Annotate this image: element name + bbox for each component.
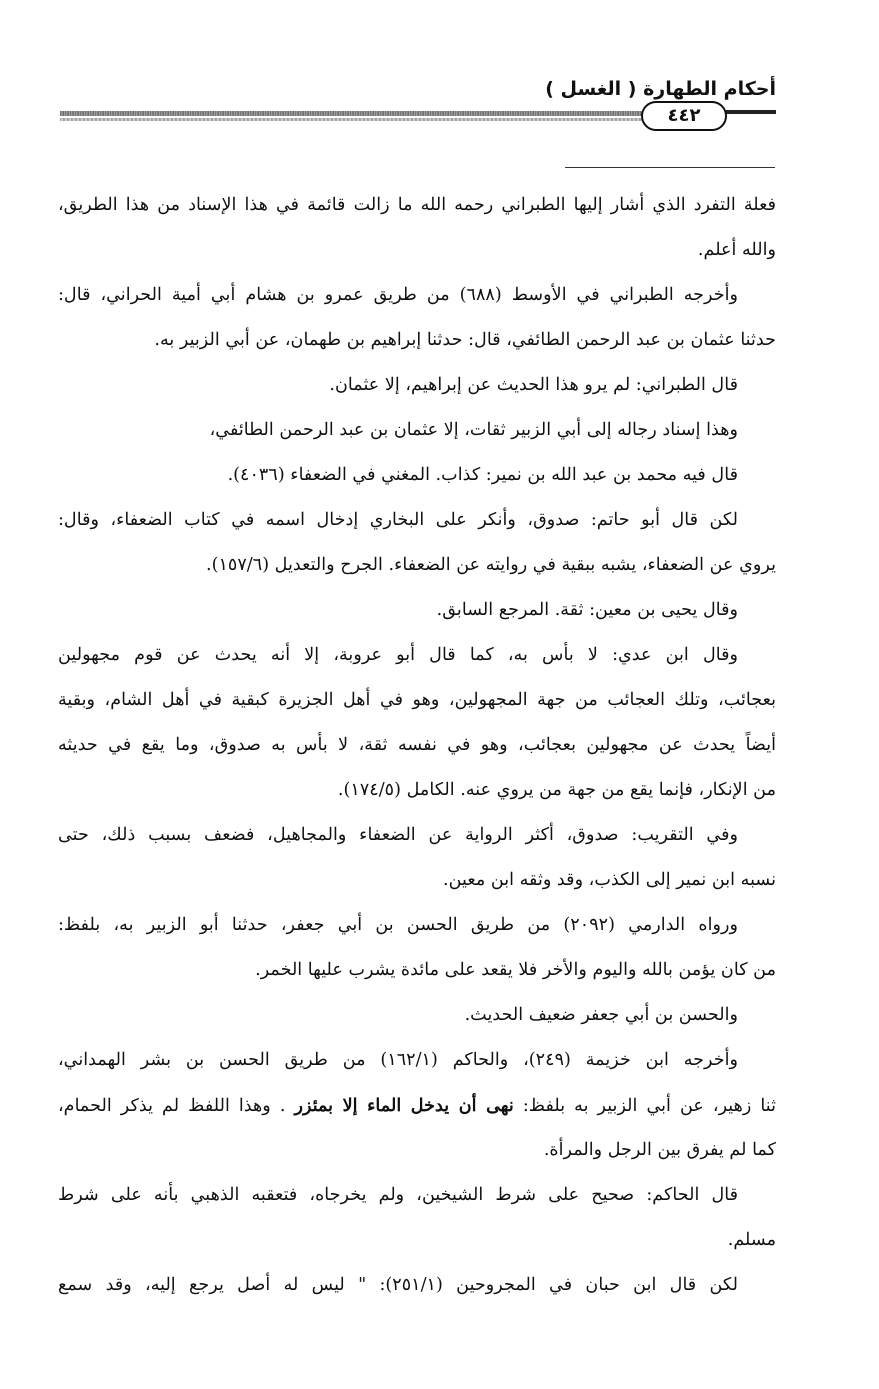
line-text: وأخرجه ابن خزيمة (٢٤٩)، والحاكم (١٦٢/١) من طريق الحسن بن بشر الهمداني، — [58, 1050, 738, 1070]
line-text: وفي التقريب: صدوق، أكثر الرواية عن الضعفاء والمجاهيل، فضعف بسبب ذلك، حتى — [58, 825, 738, 845]
text-line — [58, 183, 776, 228]
text-line — [58, 723, 776, 768]
line-text: وهذا إسناد رجاله إلى أبي الزبير ثقات، إلا عثمان بن عبد الرحمن الطائفي، — [209, 420, 738, 440]
page-header — [60, 70, 776, 140]
line-text: أيضاً يحدث عن مجهولين بعجائب، وهو في نفسه ثقة، لا بأس به صدوق، وما يقع في حديثه — [58, 735, 776, 755]
text-line — [58, 1263, 776, 1308]
text-line — [58, 318, 776, 363]
page-number: ٤٤٢ — [641, 101, 727, 131]
line-text: والله أعلم. — [697, 240, 776, 260]
text-line — [58, 903, 776, 948]
header-rule-thin — [60, 118, 643, 121]
text-line — [58, 768, 776, 813]
text-line — [58, 858, 776, 903]
footnote-text — [58, 183, 776, 1308]
header-rule-right — [726, 110, 776, 114]
text-line — [58, 498, 776, 543]
line-text: لكن قال ابن حبان في المجروحين (٢٥١/١): " ليس له أصل يرجع إليه، وقد سمع — [58, 1275, 738, 1295]
line-text: قال فيه محمد بن عبد الله بن نمير: كذاب. المغني في الضعفاء (٤٠٣٦). — [227, 465, 738, 485]
line-text: وأخرجه الطبراني في الأوسط (٦٨٨) من طريق عمرو بن هشام أبي أمية الحراني، قال: — [58, 285, 739, 305]
line-text: قال الطبراني: لم يرو هذا الحديث عن إبراهيم، إلا عثمان. — [329, 375, 738, 395]
text-line — [58, 1038, 776, 1083]
text-line — [58, 453, 776, 498]
line-text: وقال يحيى بن معين: ثقة. المرجع السابق. — [436, 600, 738, 620]
line-text: قال الحاكم: صحيح على شرط الشيخين، ولم يخرجاه، فتعقبه الذهبي بأنه على شرط — [58, 1185, 738, 1205]
line-text: لكن قال أبو حاتم: صدوق، وأنكر على البخاري إدخال اسمه في كتاب الضعفاء، وقال: — [58, 510, 738, 530]
line-text: فعلة التفرد الذي أشار إليها الطبراني رحمه الله ما زالت قائمة في هذا الإسناد من هذا الطريق، — [58, 195, 776, 215]
line-text: ورواه الدارمي (٢٠٩٢) من طريق الحسن بن أبي جعفر، حدثنا أبو الزبير به، بلفظ: — [58, 915, 738, 935]
line-text: وقال ابن عدي: لا بأس به، كما قال أبو عروبة، إلا أنه يحدث عن قوم مجهولين — [58, 645, 738, 665]
line-text: كما لم يفرق بين الرجل والمرأة. — [543, 1140, 776, 1160]
header-rule — [60, 111, 643, 116]
text-line — [58, 1083, 776, 1128]
text-line — [58, 678, 776, 723]
text-line — [58, 993, 776, 1038]
text-line — [58, 408, 776, 453]
line-text: من الإنكار، فإنما يقع من جهة من يروي عنه. الكامل (١٧٤/٥). — [337, 780, 776, 800]
footnote-separator — [565, 167, 775, 168]
line-text: يروي عن الضعفاء، يشبه ببقية في روايته عن الضعفاء. الجرح والتعديل (١٥٧/٦). — [205, 555, 776, 575]
text-line — [58, 543, 776, 588]
line-text: نسبه ابن نمير إلى الكذب، وقد وثقه ابن معين. — [443, 870, 776, 890]
text-line — [58, 633, 776, 678]
text-line — [58, 813, 776, 858]
text-line — [58, 1128, 776, 1173]
book-title: أحكام الطهارة ( الغسل ) — [545, 78, 776, 100]
text-line — [58, 1218, 776, 1263]
text-line — [58, 588, 776, 633]
line-text: ثنا زهير، عن أبي الزبير به بلفظ: — [522, 1096, 776, 1116]
line-text-after: . وهذا اللفظ لم يذكر الحمام، — [58, 1096, 295, 1116]
text-line — [58, 948, 776, 993]
line-text: حدثنا عثمان بن عبد الرحمن الطائفي، قال: حدثنا إبراهيم بن طهمان، عن أبي الزبير به. — [154, 330, 776, 350]
line-text: من كان يؤمن بالله واليوم والأخر فلا يقعد على مائدة يشرب عليها الخمر. — [255, 960, 776, 980]
text-line — [58, 363, 776, 408]
text-line — [58, 273, 776, 318]
hadith-quote: نهى أن يدخل الماء إلا بمئزر — [294, 1095, 514, 1116]
line-text: والحسن بن أبي جعفر ضعيف الحديث. — [464, 1005, 738, 1025]
line-text: مسلم. — [727, 1230, 776, 1250]
text-line — [58, 1173, 776, 1218]
line-text: بعجائب، وتلك العجائب من جهة المجهولين، وهو في أهل الجزيرة كبقية في أهل الشام، وبقية — [58, 690, 776, 710]
text-line — [58, 228, 776, 273]
